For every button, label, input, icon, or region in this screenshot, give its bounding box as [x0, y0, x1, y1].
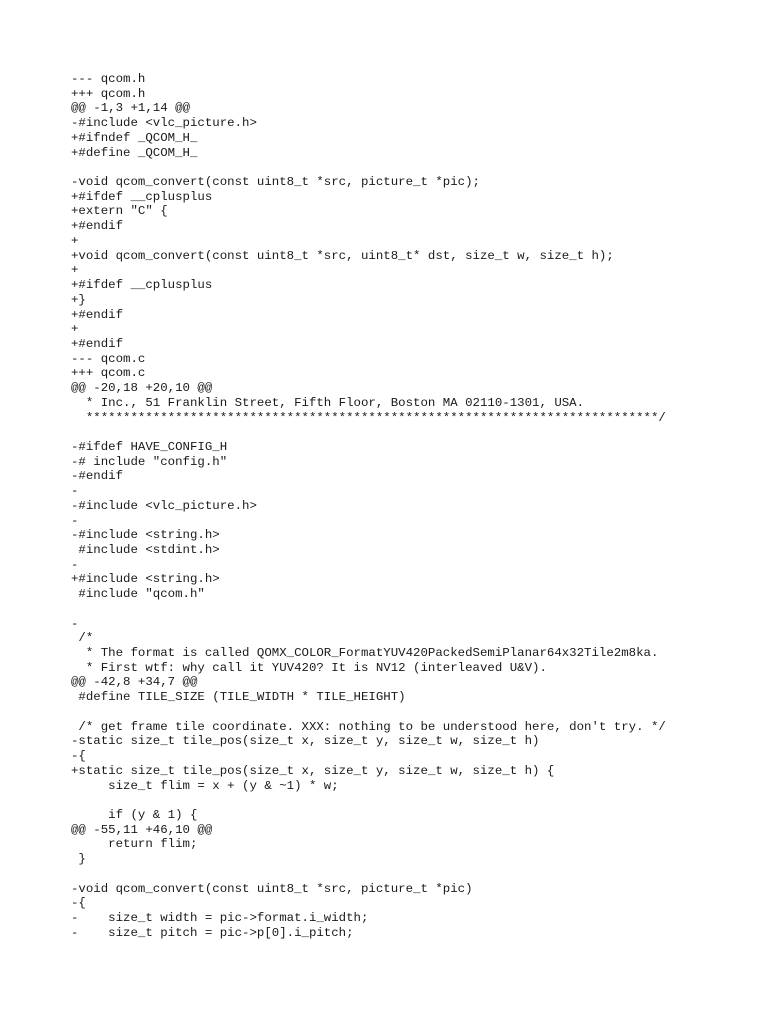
diff-line: @@ -42,8 +34,7 @@: [71, 675, 198, 690]
diff-line: * The format is called QOMX_COLOR_FormatYUV420PackedSemiPlanar64x32Tile2m8ka.: [71, 646, 659, 661]
diff-line: +#ifdef __cplusplus: [71, 189, 213, 204]
diff-line: -#include <vlc_picture.h>: [71, 498, 257, 513]
diff-line: @@ -55,11 +46,10 @@: [71, 822, 213, 837]
diff-line: }: [71, 852, 86, 867]
diff-line: -: [71, 557, 79, 572]
diff-line: +: [71, 233, 79, 248]
diff-line: -{: [71, 896, 86, 911]
diff-code-block: [71, 72, 666, 940]
diff-line: * Inc., 51 Franklin Street, Fifth Floor, Boston MA 02110-1301, USA.: [71, 395, 585, 410]
diff-line: +++ qcom.h: [71, 86, 146, 101]
diff-line: +#include <string.h>: [71, 572, 220, 587]
diff-line: [71, 160, 666, 175]
diff-line: [71, 705, 666, 720]
diff-line: -void qcom_convert(const uint8_t *src, picture_t *pic): [71, 881, 473, 896]
diff-line: * First wtf: why call it YUV420? It is NV12 (interleaved U&V).: [71, 660, 547, 675]
diff-line: [71, 602, 666, 617]
diff-line: @@ -20,18 +20,10 @@: [71, 381, 213, 396]
diff-line: +extern "C" {: [71, 204, 168, 219]
diff-line: +: [71, 322, 79, 337]
diff-line: +static size_t tile_pos(size_t x, size_t y, size_t w, size_t h) {: [71, 763, 555, 778]
diff-line: #include "qcom.h": [71, 587, 205, 602]
diff-line: @@ -1,3 +1,14 @@: [71, 101, 190, 116]
diff-line: -# include "config.h": [71, 454, 228, 469]
diff-line: return flim;: [71, 837, 198, 852]
diff-line: if (y & 1) {: [71, 807, 198, 822]
diff-line: - size_t width = pic->format.i_width;: [71, 910, 369, 925]
diff-line: -#include <vlc_picture.h>: [71, 116, 257, 131]
diff-line: - size_t pitch = pic->p[0].i_pitch;: [71, 925, 354, 940]
diff-line: -static size_t tile_pos(size_t x, size_t y, size_t w, size_t h): [71, 734, 540, 749]
diff-line: size_t flim = x + (y & ~1) * w;: [71, 778, 339, 793]
diff-line: +void qcom_convert(const uint8_t *src, uint8_t* dst, size_t w, size_t h);: [71, 248, 614, 263]
diff-line: [71, 793, 666, 808]
diff-line: +}: [71, 292, 86, 307]
diff-line: #define TILE_SIZE (TILE_WIDTH * TILE_HEIGHT): [71, 690, 406, 705]
diff-line: +#ifdef __cplusplus: [71, 278, 213, 293]
diff-line: *****************************************************************************/: [71, 410, 666, 425]
diff-line: +#define _QCOM_H_: [71, 145, 198, 160]
diff-line: [71, 425, 666, 440]
diff-line: -#ifdef HAVE_CONFIG_H: [71, 439, 228, 454]
diff-line: /*: [71, 631, 94, 646]
diff-line: +#endif: [71, 219, 124, 234]
diff-line: [71, 867, 666, 882]
diff-line: -void qcom_convert(const uint8_t *src, picture_t *pic);: [71, 175, 480, 190]
diff-line: -#include <string.h>: [71, 528, 220, 543]
diff-line: +#ifndef _QCOM_H_: [71, 130, 198, 145]
diff-line: +++ qcom.c: [71, 366, 146, 381]
diff-line: -: [71, 616, 79, 631]
diff-line: +#endif: [71, 307, 124, 322]
diff-line: /* get frame tile coordinate. XXX: nothing to be understood here, don't try. */: [71, 719, 666, 734]
diff-line: -: [71, 513, 79, 528]
diff-line: -{: [71, 749, 86, 764]
diff-line: +#endif: [71, 336, 124, 351]
diff-line: --- qcom.c: [71, 351, 146, 366]
diff-line: #include <stdint.h>: [71, 543, 220, 557]
diff-line: -: [71, 484, 79, 499]
diff-line: --- qcom.h: [71, 72, 146, 86]
diff-line: +: [71, 263, 79, 278]
diff-line: -#endif: [71, 469, 124, 484]
